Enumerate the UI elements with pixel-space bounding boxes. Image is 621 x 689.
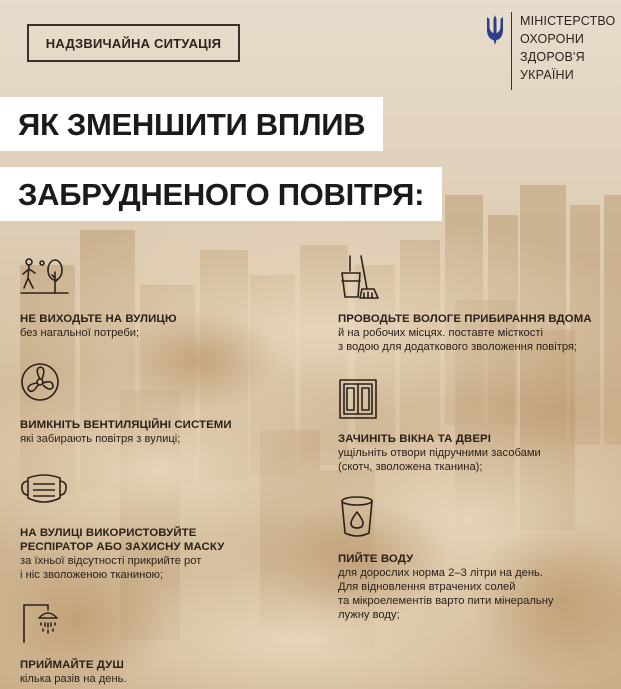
tip-heading: ПРОВОДЬТЕ ВОЛОГЕ ПРИБИРАННЯ ВДОМА bbox=[338, 313, 592, 325]
tip-heading: ПРИЙМАЙТЕ ДУШ bbox=[20, 659, 124, 671]
trident-icon bbox=[486, 15, 504, 45]
window-icon bbox=[338, 378, 378, 420]
tip-stay-indoors bbox=[20, 312, 177, 340]
tip-drink-water bbox=[338, 552, 553, 622]
tip-description: (скотч, зволожена тканина); bbox=[338, 461, 483, 473]
tip-respirator bbox=[20, 526, 224, 582]
tip-wet-cleaning bbox=[338, 312, 592, 354]
tip-ventilation bbox=[20, 418, 232, 446]
shower-icon bbox=[20, 600, 64, 644]
glass-of-water-icon bbox=[338, 495, 376, 539]
tip-description: за їхньої відсутності прикрийте рот bbox=[20, 555, 202, 567]
tip-description: з водою для додаткового зволоження повітря; bbox=[338, 341, 578, 353]
tip-description: та мікроелементів варто пити мінеральну bbox=[338, 595, 554, 607]
tip-close-windows bbox=[338, 432, 541, 474]
ministry-name-line: ОХОРОНИ bbox=[520, 32, 585, 46]
tip-description: без нагальної потреби; bbox=[20, 327, 140, 339]
tip-heading: РЕСПІРАТОР АБО ЗАХИСНУ МАСКУ bbox=[20, 541, 225, 553]
ministry-name-line: УКРАЇНИ bbox=[520, 68, 574, 82]
fan-icon bbox=[20, 362, 60, 402]
ministry-logo bbox=[486, 12, 615, 90]
tip-heading: ВИМКНІТЬ ВЕНТИЛЯЦІЙНІ СИСТЕМИ bbox=[20, 419, 232, 431]
tip-shower bbox=[20, 658, 127, 686]
tip-heading: ПИЙТЕ ВОДУ bbox=[338, 553, 414, 565]
tip-description: які забирають повітря з вулиці; bbox=[20, 433, 181, 445]
tip-description: для дорослих норма 2–3 літри на день. bbox=[338, 567, 543, 579]
tip-description: ущільніть отвори підручними засобами bbox=[338, 447, 541, 459]
page-title-line-2: ЗАБРУДНЕНОГО ПОВІТРЯ: bbox=[0, 167, 442, 221]
walking-person-tree-icon bbox=[20, 256, 70, 296]
tip-description: лужну воду; bbox=[338, 609, 400, 621]
tip-heading: НЕ ВИХОДЬТЕ НА ВУЛИЦЮ bbox=[20, 313, 177, 325]
tip-description: й на робочих місцях. поставте місткості bbox=[338, 327, 543, 339]
tip-description: і ніс зволоженою тканиною; bbox=[20, 569, 164, 581]
ministry-name-line: ЗДОРОВ'Я bbox=[520, 50, 585, 64]
tip-description: кілька разів на день. bbox=[20, 673, 127, 685]
ministry-name-line: МІНІСТЕРСТВО bbox=[520, 14, 616, 28]
face-mask-icon bbox=[20, 470, 68, 508]
tip-heading: НА ВУЛИЦІ ВИКОРИСТОВУЙТЕ bbox=[20, 527, 197, 539]
tip-heading: ЗАЧИНІТЬ ВІКНА ТА ДВЕРІ bbox=[338, 433, 491, 445]
bucket-mop-icon bbox=[338, 253, 380, 301]
emergency-badge: НАДЗВИЧАЙНА СИТУАЦІЯ bbox=[27, 24, 240, 62]
page-title-line-1: ЯК ЗМЕНШИТИ ВПЛИВ bbox=[0, 97, 383, 151]
tip-description: Для відновлення втрачених солей bbox=[338, 581, 516, 593]
